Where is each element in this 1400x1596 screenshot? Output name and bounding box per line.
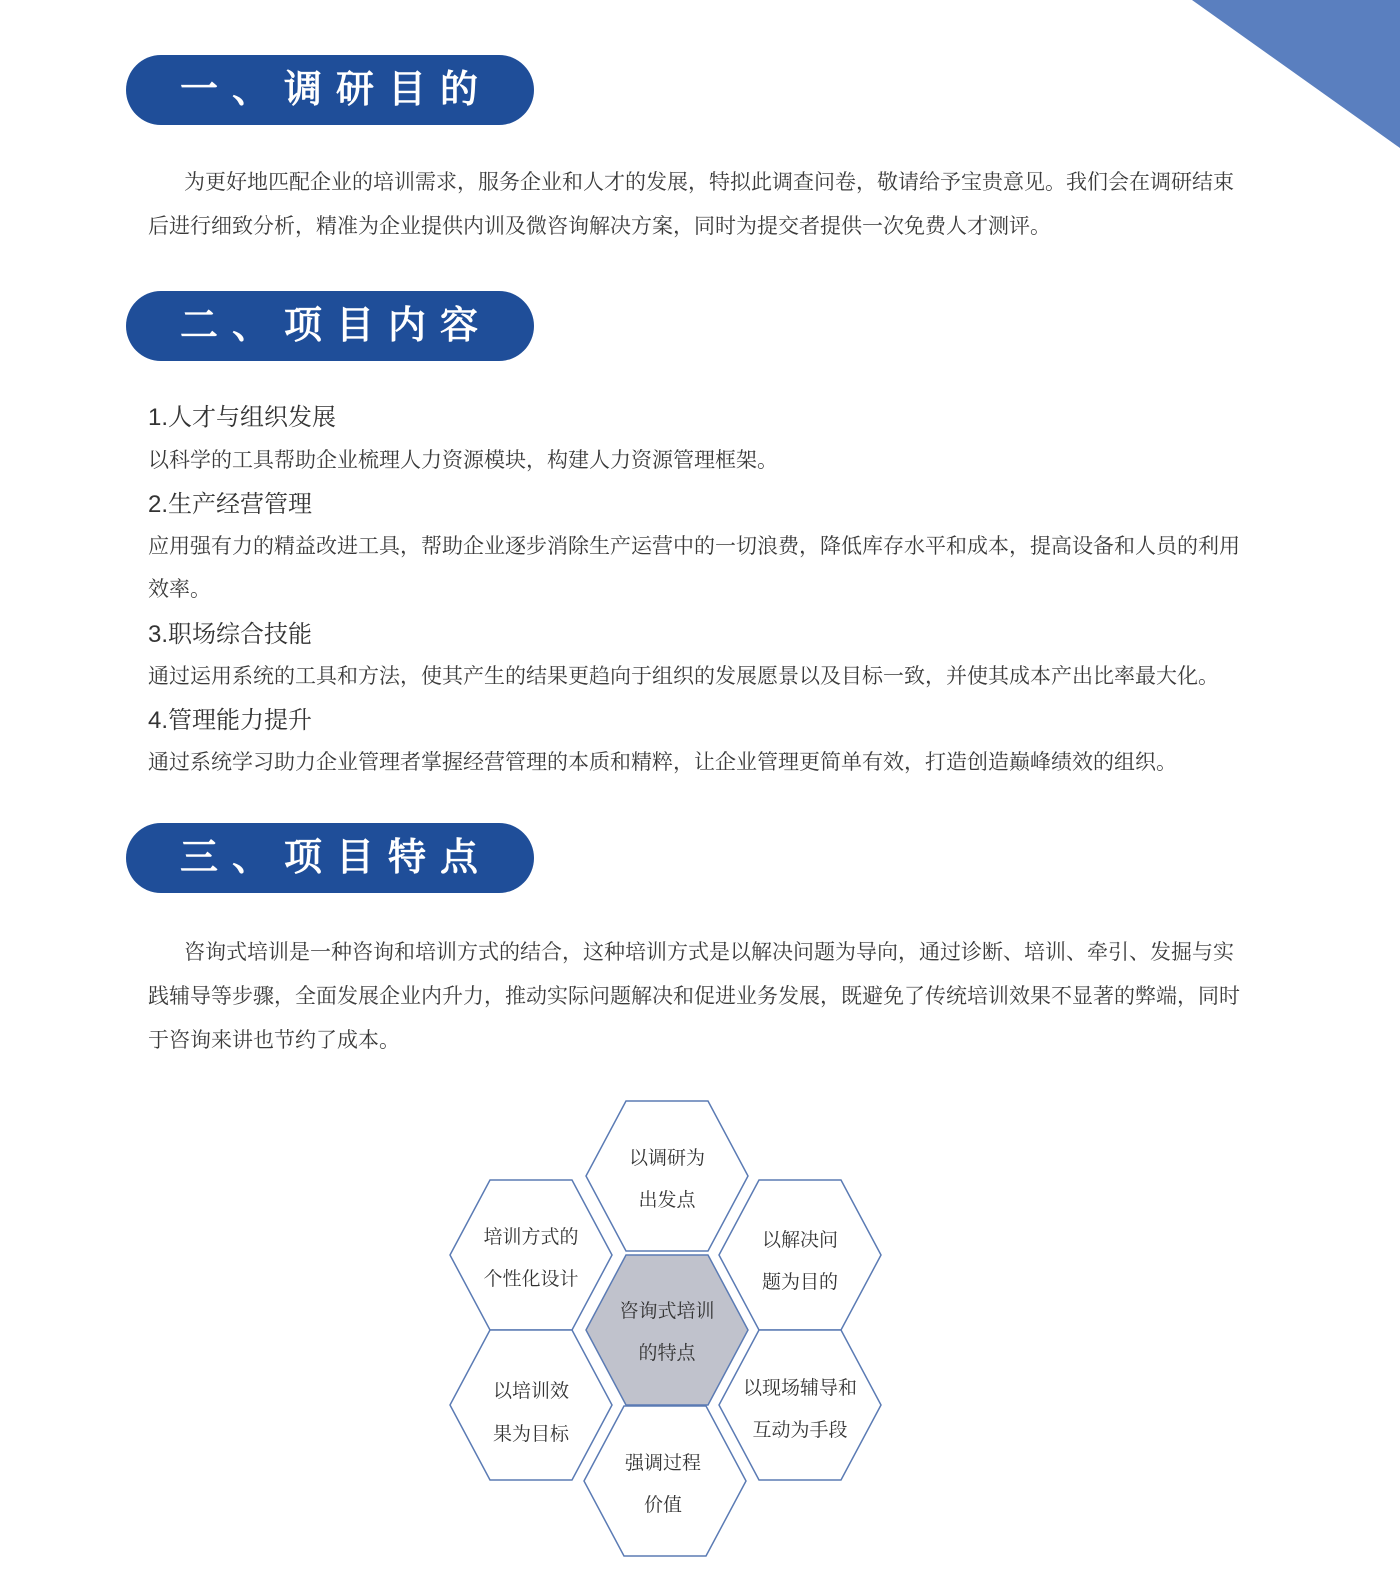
content-item-title: 3.职场综合技能 [148,621,313,648]
hex-lower-left-line1: 以培训效 [492,1380,570,1402]
content-item-title: 2.生产经营管理 [148,491,313,518]
purpose-paragraph: 为更好地匹配企业的培训需求，服务企业和人才的发展，特拟此调查问卷，敬请给予宝贵意见。我们会在调研结束后进行细致分析，精准为企业提供内训及微咨询解决方案，同时为提交者提供一次免费人才测评。 [148,171,1234,238]
hex-bottom-line1: 强调过程 [624,1452,702,1474]
hex-lower-left-line2: 果为目标 [492,1423,570,1445]
hex-bottom [584,1406,746,1556]
content-item-body: 通过运用系统的工具和方法，使其产生的结果更趋向于组织的发展愿景以及目标一致，并使其成本产出比率最大化。 [148,665,1219,688]
content-item-title: 4.管理能力提升 [148,707,313,734]
hex-top [586,1101,748,1251]
hex-upper-right-line1: 以解决问 [761,1229,839,1251]
content-item-title: 1.人才与组织发展 [148,404,337,431]
hex-center [586,1255,748,1405]
section-title-features: 三、项目特点 [126,823,534,893]
hex-upper-right-line2: 题为目的 [761,1271,839,1293]
section-title-content: 二、项目内容 [126,291,534,361]
content-item-body: 应用强有力的精益改进工具，帮助企业逐步消除生产运营中的一切浪费，降低库存水平和成本，提高设备和人员的利用效率。 [148,535,1240,601]
content-item-body: 以科学的工具帮助企业梳理人力资源模块，构建人力资源管理框架。 [148,449,778,472]
hex-lower-right-line2: 互动为手段 [752,1419,848,1441]
hex-lower-right-line1: 以现场辅导和 [742,1377,858,1399]
hex-upper-left [450,1180,612,1330]
section-title-purpose: 一、调研目的 [126,55,534,125]
hex-bottom-line2: 价值 [643,1494,683,1516]
hex-center-line1: 咨询式培训 [619,1300,715,1322]
hex-upper-left-line2: 个性化设计 [483,1268,579,1290]
hex-top-line2: 出发点 [638,1189,696,1211]
hex-top-line1: 以调研为 [628,1147,706,1169]
hex-upper-left-line1: 培训方式的 [483,1226,579,1248]
content-item-body: 通过系统学习助力企业管理者掌握经营管理的本质和精粹，让企业管理更简单有效，打造创造巅峰绩效的组织。 [148,751,1177,774]
features-paragraph: 咨询式培训是一种咨询和培训方式的结合，这种培训方式是以解决问题为导向，通过诊断、培训、牵引、发掘与实践辅导等步骤，全面发展企业内升力，推动实际问题解决和促进业务发展，既避免了传统培训效果不显著的弊端，同时于咨询来讲也节约了成本。 [148,941,1240,1052]
hex-lower-right [719,1330,881,1480]
hex-upper-right [719,1180,881,1330]
hex-lower-left [450,1330,612,1480]
hex-center-line2: 的特点 [638,1342,696,1364]
